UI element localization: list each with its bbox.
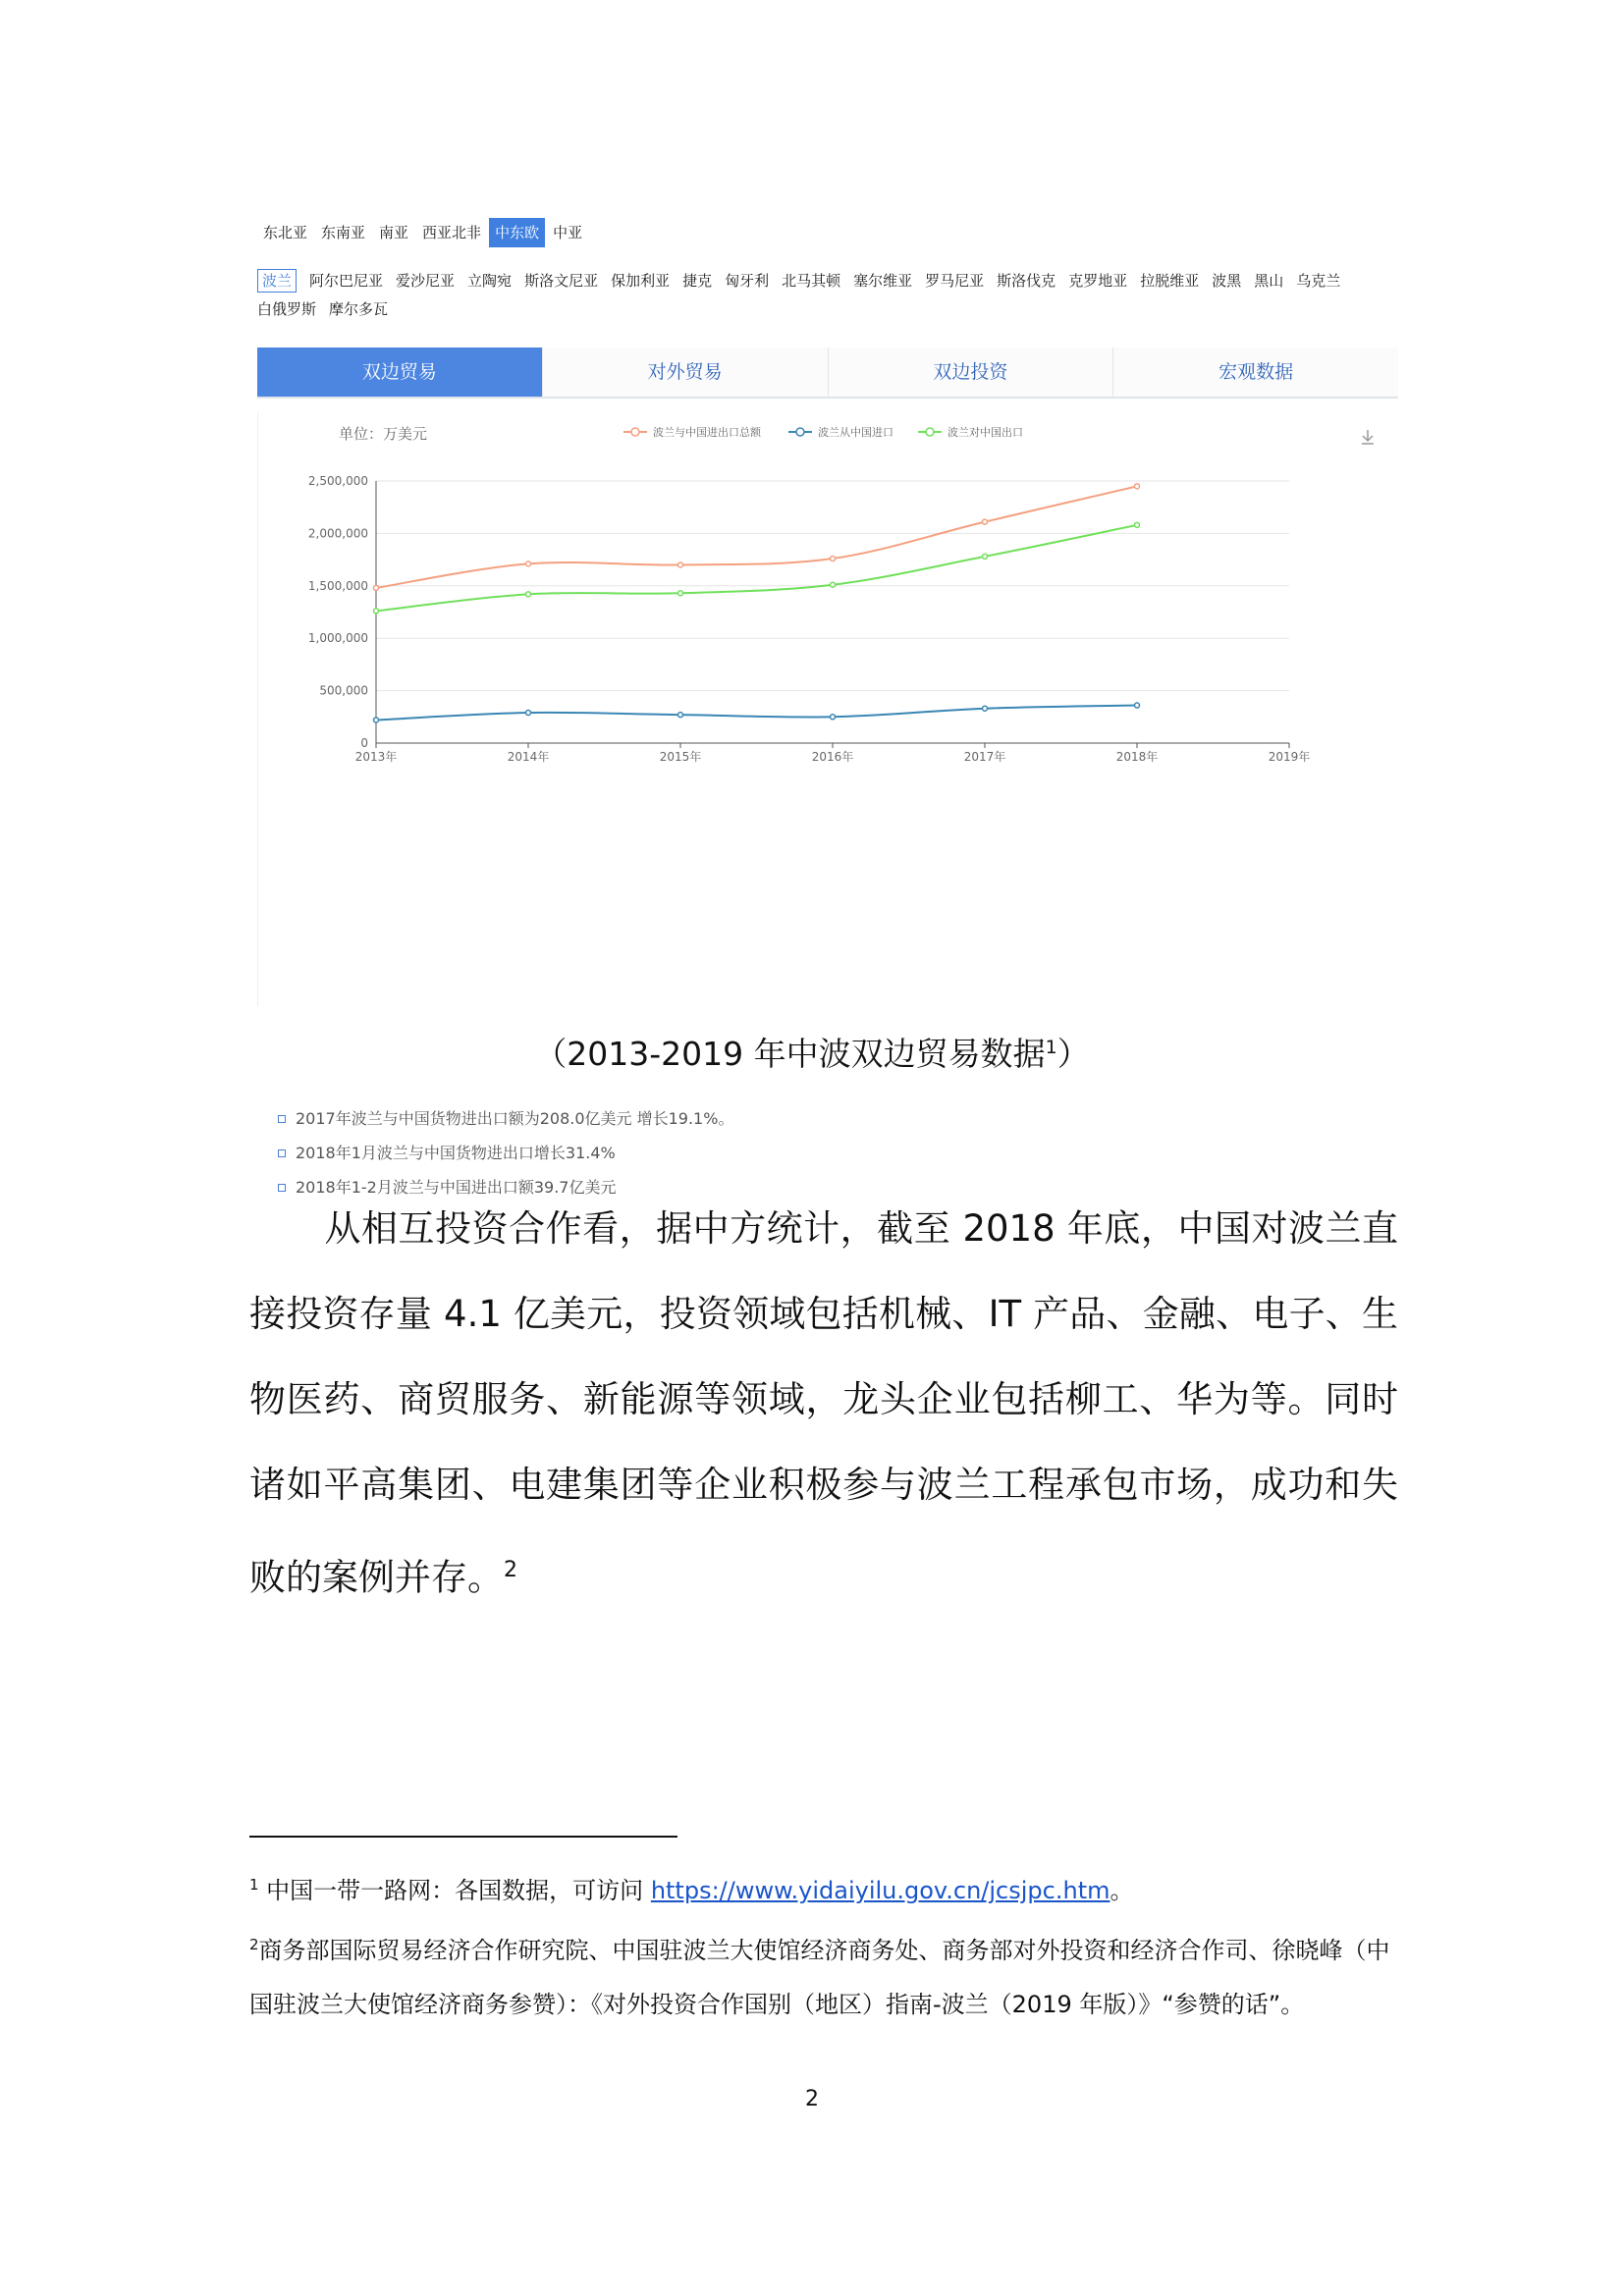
region-tab-3[interactable]: 西亚北非 [422, 224, 482, 241]
x-tick-label: 2016年 [811, 750, 854, 764]
figure-caption [0, 1029, 1624, 1075]
note-text: 2018年1月波兰与中国货物进出口增长31.4% [296, 1144, 616, 1162]
y-tick-label: 2,000,000 [307, 526, 368, 541]
legend-marker-1 [796, 428, 804, 436]
body-footnote-ref: 2 [504, 1558, 517, 1582]
x-tick-label: 2017年 [963, 750, 1006, 764]
legend-label-0: 波兰与中国进出口总额 [653, 426, 761, 439]
legend-marker-0 [631, 428, 639, 436]
series-point-0 [678, 562, 683, 567]
footnote-1-link[interactable]: https://www.yidaiyilu.gov.cn/jcsjpc.htm [650, 1877, 1110, 1904]
footnote-2-number: 2 [249, 1936, 259, 1953]
y-tick-label: 0 [360, 736, 368, 750]
series-point-2 [526, 592, 531, 597]
data-tabs [257, 347, 1398, 399]
y-tick-label: 2,500,000 [307, 474, 368, 488]
data-tab-0[interactable]: 双边贸易 [257, 347, 543, 397]
country-link-9[interactable]: 塞尔维亚 [853, 272, 913, 290]
note-text: 2018年1-2月波兰与中国进出口额39.7亿美元 [296, 1178, 617, 1197]
note-bullet-icon [278, 1115, 286, 1123]
chart-legend [623, 425, 1023, 439]
country-link-1[interactable]: 阿尔巴尼亚 [309, 272, 384, 290]
country-link-10[interactable]: 罗马尼亚 [925, 272, 985, 290]
series-point-0 [526, 561, 531, 566]
series-point-1 [678, 713, 683, 718]
region-filter-bar [257, 218, 588, 247]
series-point-1 [374, 718, 379, 722]
country-link-4[interactable]: 斯洛文尼亚 [524, 272, 599, 290]
country-link-2[interactable]: 爱沙尼亚 [396, 272, 456, 290]
country-link-13[interactable]: 拉脱维亚 [1140, 272, 1200, 290]
region-tab-0[interactable]: 东北亚 [263, 224, 308, 241]
data-tab-2[interactable]: 双边投资 [829, 347, 1114, 397]
series-point-1 [831, 715, 836, 720]
country-link-15[interactable]: 黑山 [1254, 272, 1284, 290]
country-link-18[interactable]: 摩尔多瓦 [329, 300, 389, 318]
legend-marker-2 [926, 428, 934, 436]
series-point-2 [983, 554, 988, 559]
series-point-2 [1135, 522, 1140, 527]
footnote-1-end: 。 [1110, 1877, 1134, 1904]
series-point-1 [983, 706, 988, 711]
y-tick-label: 500,000 [319, 683, 368, 698]
caption-text: （2013-2019 年中波双边贸易数据 [534, 1035, 1046, 1073]
download-icon[interactable] [1362, 430, 1374, 444]
region-tab-4[interactable]: 中东欧 [489, 218, 545, 247]
country-link-3[interactable]: 立陶宛 [467, 272, 513, 290]
note-bullet-icon [278, 1149, 286, 1157]
country-link-8[interactable]: 北马其顿 [782, 272, 841, 290]
region-tab-1[interactable]: 东南亚 [321, 224, 366, 241]
series-line-1 [376, 706, 1137, 721]
y-tick-label: 1,500,000 [307, 578, 368, 593]
series-point-1 [1135, 703, 1140, 708]
country-link-17[interactable]: 白俄罗斯 [257, 300, 317, 318]
region-tab-2[interactable]: 南亚 [379, 224, 409, 241]
unit-label: 单位：万美元 [339, 425, 428, 443]
country-link-0[interactable]: 波兰 [257, 269, 297, 293]
legend-label-2: 波兰对中国出口 [947, 426, 1023, 439]
series-point-2 [831, 582, 836, 587]
footnote-2-text: 商务部国际贸易经济合作研究院、中国驻波兰大使馆经济商务处、商务部对外投资和经济合作司、徐晓峰（中国驻波兰大使馆经济商务参赞）：《对外投资合作国别（地区）指南-波兰（2019 年版）》“参赞的话”。 [249, 1937, 1390, 2018]
country-link-12[interactable]: 克罗地亚 [1068, 272, 1128, 290]
series-point-0 [374, 585, 379, 590]
footnote-1-text: 中国一带一路网：各国数据，可访问 [258, 1877, 651, 1904]
region-tab-5[interactable]: 中亚 [553, 224, 583, 241]
x-tick-label: 2019年 [1268, 750, 1311, 764]
series-point-0 [831, 557, 836, 561]
footnote-1 [249, 1858, 1398, 1918]
note-item-0 [278, 1101, 733, 1136]
country-link-5[interactable]: 保加利亚 [611, 272, 671, 290]
legend-label-1: 波兰从中国进口 [818, 426, 893, 439]
series-line-0 [376, 486, 1137, 588]
country-link-7[interactable]: 匈牙利 [725, 272, 770, 290]
x-tick-label: 2015年 [659, 750, 702, 764]
note-text: 2017年波兰与中国货物进出口额为208.0亿美元 增长19.1%。 [296, 1109, 734, 1128]
footnote-2 [249, 1918, 1398, 2032]
x-tick-label: 2018年 [1115, 750, 1159, 764]
series-point-0 [983, 519, 988, 524]
series-point-0 [1135, 484, 1140, 489]
chart-axes [308, 474, 1310, 764]
country-filter-list [257, 269, 1386, 321]
data-tab-1[interactable]: 对外贸易 [543, 347, 829, 397]
data-tab-3[interactable]: 宏观数据 [1113, 347, 1398, 397]
note-item-1 [278, 1136, 733, 1170]
footnote-1-number: 1 [249, 1876, 259, 1894]
series-point-2 [374, 609, 379, 614]
footnotes [249, 1858, 1398, 2032]
body-text: 从相互投资合作看，据中方统计，截至 2018 年底，中国对波兰直接投资存量 4.1 亿美元，投资领域包括机械、IT 产品、金融、电子、生物医药、商贸服务、新能源等领域，龙头企业包括柳工、华为等。同时诸如平高集团、电建集团等企业积极参与波兰工程承包市场，成功和失败的案例并存。 [249, 1207, 1398, 1599]
series-point-1 [526, 711, 531, 716]
x-tick-label: 2014年 [507, 750, 550, 764]
y-tick-label: 1,000,000 [307, 631, 368, 646]
x-tick-label: 2013年 [354, 750, 398, 764]
caption-footnote-ref: 1 [1045, 1037, 1057, 1058]
footnote-rule [249, 1836, 677, 1838]
page-number: 2 [805, 2087, 819, 2111]
country-link-14[interactable]: 波黑 [1212, 272, 1242, 290]
chart-series [374, 484, 1140, 722]
country-link-11[interactable]: 斯洛伐克 [997, 272, 1056, 290]
caption-close: ） [1056, 1035, 1090, 1073]
trade-line-chart [258, 412, 1399, 1006]
series-point-2 [678, 591, 683, 596]
body-paragraph [249, 1186, 1398, 1620]
country-link-16[interactable]: 乌克兰 [1296, 272, 1341, 290]
country-link-6[interactable]: 捷克 [682, 272, 713, 290]
